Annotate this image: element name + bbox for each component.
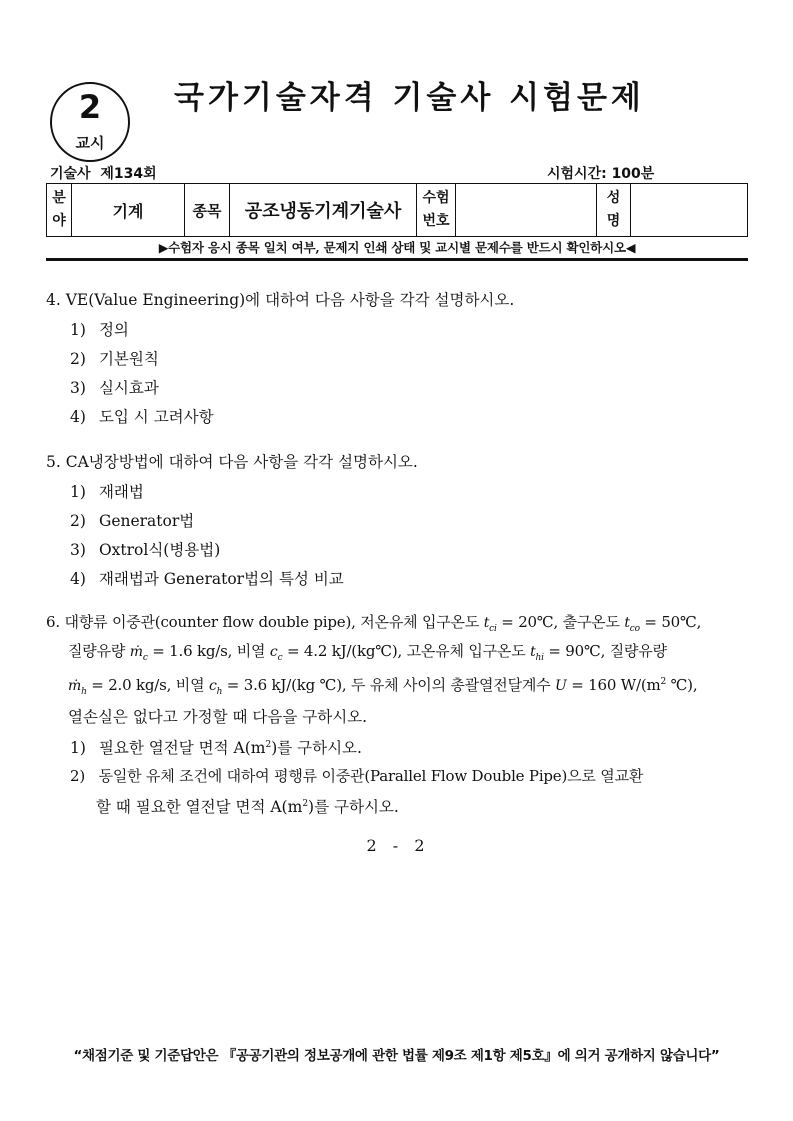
question-6: 6. 대향류 이중관(counter flow double pipe), 저온유체 입구온도 $t_{ci}$ = 20℃, 출구온도 $t_{co}$ = 50℃, xyxy=(46,613,702,634)
question-text: VE(Value Engineering)에 대하여 다음 사항을 각각 설명하시오. xyxy=(65,291,515,309)
question-number: 4. xyxy=(46,291,61,309)
list-item: 4) 도입 시 고려사항 xyxy=(70,408,214,426)
session-badge xyxy=(50,82,130,162)
list-item: 1) 필요한 열전달 면적 $A(m^2)$를 구하시오. xyxy=(70,739,362,757)
exam-no-label-cell xyxy=(417,184,456,237)
category-value: 공조냉동기계기술사 xyxy=(230,184,417,237)
page-title: 국가기술자격 기술사 시험문제 xyxy=(174,80,645,116)
name-label-cell xyxy=(597,184,631,237)
question-number: 6. xyxy=(46,613,60,631)
exam-time: 시험시간: 100분 xyxy=(547,166,655,182)
name-field[interactable] xyxy=(631,184,748,237)
exam-round: 기술사 제134회 xyxy=(50,166,157,182)
field-label-cell xyxy=(47,184,72,237)
field-value: 기계 xyxy=(72,184,185,237)
question-text: CA냉장방법에 대하여 다음 사항을 각각 설명하시오. xyxy=(65,453,418,471)
list-item: 1) 정의 xyxy=(70,321,129,339)
question-number: 5. xyxy=(46,453,61,471)
question-6-line-2: 질량유량 ṁ$_c$ = 1.6 kg/s, 비열 $c_c = 4.2$ kJ/(kg℃), 고온유체 입구온도 $t_{hi}$ = 90℃, 질량유량 xyxy=(68,642,667,663)
header-divider xyxy=(46,258,748,261)
candidate-info-table xyxy=(46,183,748,237)
category-label: 종목 xyxy=(185,184,230,237)
list-item: 4) 재래법과 Generator법의 특성 비교 xyxy=(70,570,344,588)
question-6-line-3: ṁ$_h$ = 2.0 kg/s, 비열 $c_h = 3.6$ kJ/(kg ℃), 두 유체 사이의 총괄열전달계수 U = 160 $W/(m^2$ ℃), xyxy=(68,676,698,697)
list-item: 1) 재래법 xyxy=(70,483,144,501)
session-number: 2 xyxy=(78,88,102,126)
question-5 xyxy=(46,450,418,472)
field-label-2: 야 xyxy=(52,213,66,229)
page-number: 2 - 2 xyxy=(366,836,427,855)
question-6-line-4: 열손실은 없다고 가정할 때 다음을 구하시오. xyxy=(68,708,368,726)
exam-no-label-2: 번호 xyxy=(422,213,450,229)
list-item-continuation: 할 때 필요한 열전달 면적 $A(m^2)$를 구하시오. xyxy=(96,798,399,816)
list-item: 2) 기본원칙 xyxy=(70,350,159,368)
session-label: 교시 xyxy=(75,134,105,152)
list-item: 2) Generator법 xyxy=(70,512,195,530)
notice: ▶수험자 응시 종목 일치 여부, 문제지 인쇄 상태 및 교시별 문제수를 반드시 확인하시오◀ xyxy=(158,240,636,255)
list-item: 3) Oxtrol식(병용법) xyxy=(70,541,221,559)
list-item: 2) 동일한 유체 조건에 대하여 평행류 이중관(Parallel Flow Double Pipe)으로 열교환 xyxy=(70,767,644,785)
name-label-2: 명 xyxy=(606,213,621,229)
exam-no-field[interactable] xyxy=(456,184,597,237)
list-item: 3) 실시효과 xyxy=(70,379,159,397)
exam-no-label-1: 수험 xyxy=(422,190,450,206)
name-label-1: 성 xyxy=(606,190,621,206)
question-4 xyxy=(46,288,514,310)
footer-notice: “채점기준 및 기준답안은 『공공기관의 정보공개에 관한 법률 제9조 제1항 제5호』에 의거 공개하지 않습니다” xyxy=(73,1048,720,1064)
field-label-1: 분 xyxy=(52,190,66,206)
